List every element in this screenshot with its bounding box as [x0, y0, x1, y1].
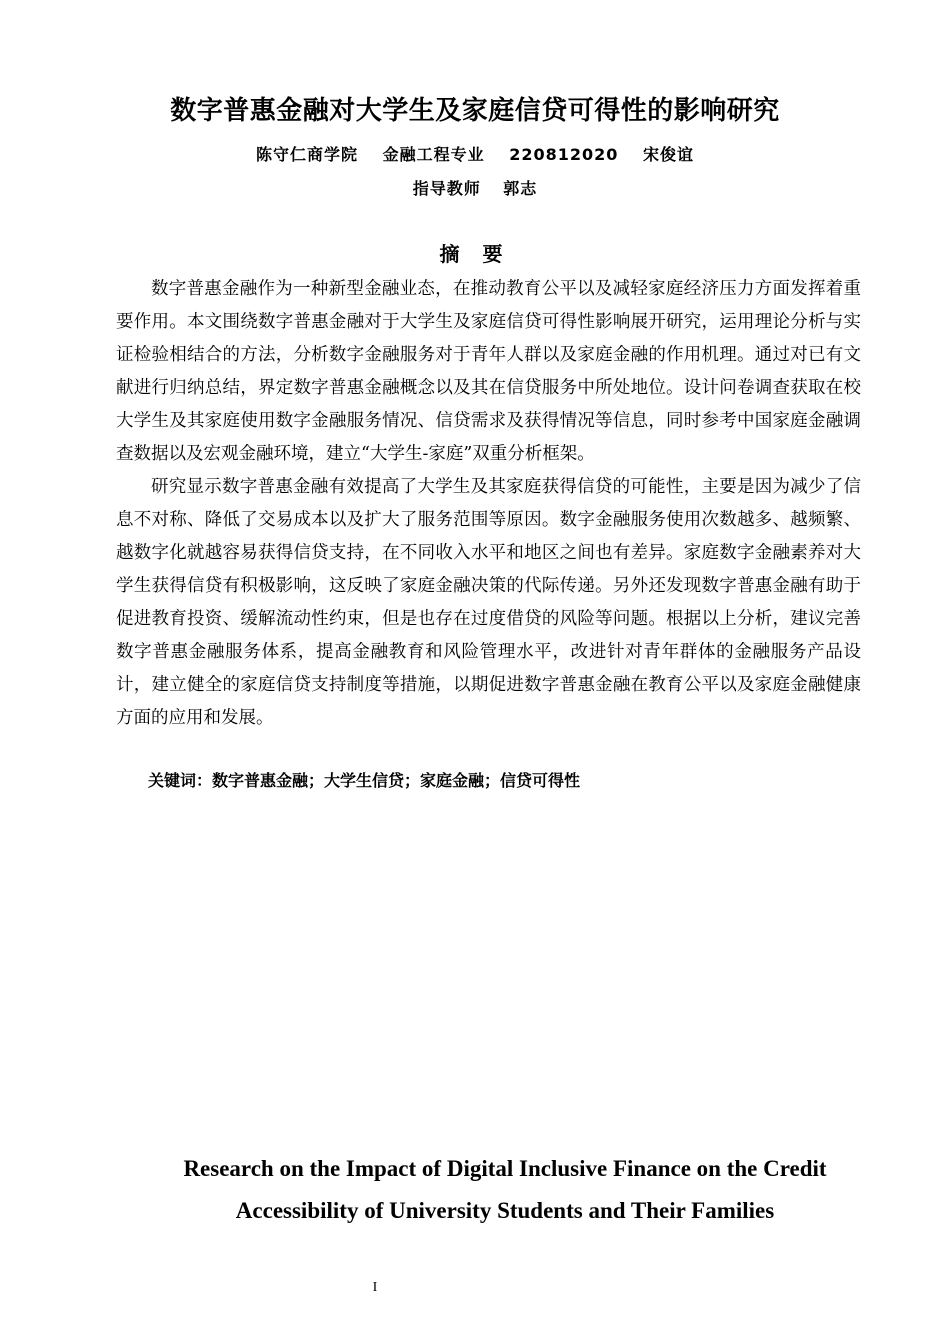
abstract-paragraph-2: 研究显示数字普惠金融有效提高了大学生及其家庭获得信贷的可能性，主要是因为减少了信息不对称、降低了交易成本以及扩大了服务范围等原因。数字金融服务使用次数越多、越频繁、越数字化就越容易获得信贷支持，在不同收入水平和地区之间也有差异。家庭数字金融素养对大学生获得信贷有积极影响，这反映了家庭金融决策的代际传递。另外还发现数字普惠金融有助于促进教育投资、缓解流动性约束，但是也存在过度借贷的风险等问题。根据以上分析，建议完善数字普惠金融服务体系，提高金融教育和风险管理水平，改进针对青年群体的金融服务产品设计，建立健全的家庭信贷支持制度等措施，以期促进数字普惠金融在教育公平以及家庭金融健康方面的应用和发展。: [116, 477, 861, 728]
author-info: [0, 142, 950, 165]
author-name: 宋俊谊: [642, 145, 694, 164]
advisor-info: [0, 176, 950, 199]
english-title-line-1: Research on the Impact of Digital Inclusive Finance on the Credit: [183, 1156, 827, 1181]
author-major: 金融工程专业: [382, 145, 485, 164]
abstract-paragraph-1: 数字普惠金融作为一种新型金融业态，在推动教育公平以及减轻家庭经济压力方面发挥着重要作用。本文围绕数字普惠金融对于大学生及家庭信贷可得性影响展开研究，运用理论分析与实证检验相结合的方法，分析数字金融服务对于青年人群以及家庭金融的作用机理。通过对已有文献进行归纳总结，界定数字普惠金融概念以及其在信贷服务中所处地位。设计问卷调查获取在校大学生及其家庭使用数字金融服务情况、信贷需求及获得情况等信息，同时参考中国家庭金融调查数据以及宏观金融环境，建立“大学生-家庭”双重分析框架。: [116, 279, 861, 464]
chinese-title: 数字普惠金融对大学生及家庭信贷可得性的影响研究: [170, 96, 780, 126]
english-title: [110, 1148, 900, 1232]
author-school: 陈守仁商学院: [256, 145, 359, 164]
abstract-body: [116, 273, 861, 735]
page-number: I: [372, 1280, 378, 1295]
keywords: 关键词：数字普惠金融；大学生信贷；家庭金融；信贷可得性: [148, 771, 581, 790]
advisor-label: 指导教师: [412, 179, 481, 198]
english-title-line-2: Accessibility of University Students and Their Families: [235, 1198, 775, 1223]
advisor-name: 郭志: [503, 179, 538, 198]
author-student-id: 220812020: [509, 145, 619, 164]
abstract-heading: 摘 要: [439, 242, 511, 266]
